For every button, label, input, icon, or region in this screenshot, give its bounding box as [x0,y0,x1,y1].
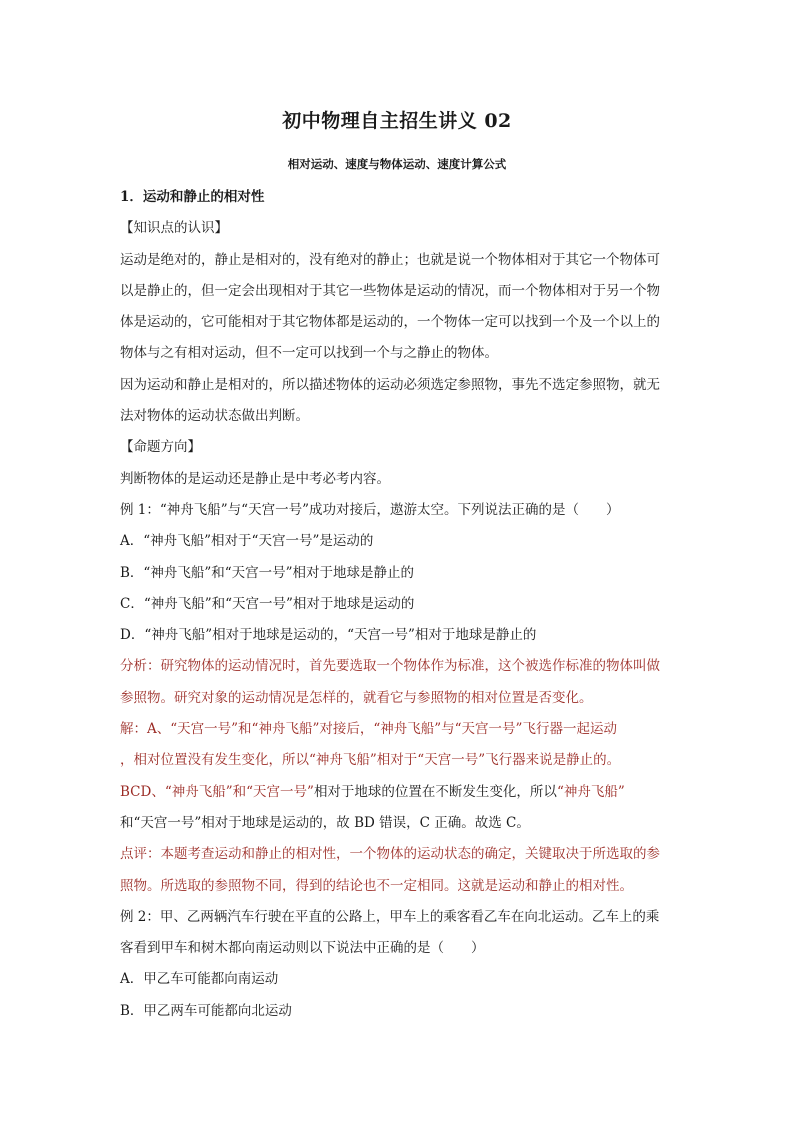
example1-solution-line: ，相对位置没有发生变化，所以“神舟飞船”相对于“天宫一号”飞行器来说是静止的。 [120,752,621,769]
example2-option-a: A．甲乙车可能都向南运动 [120,971,279,988]
knowledge-line: 以是静止的，但一定会出现相对于其它一些物体是运动的情况，而一个物体相对于另一个物 [120,282,660,299]
knowledge-line: 法对物体的运动状态做出判断。 [120,408,309,425]
knowledge-label: 【知识点的认识】 [120,220,228,237]
example2-question-line: 例 2：甲、乙两辆汽车行驶在平直的公路上，甲车上的乘客看乙车在向北运动。乙车上的乘 [120,908,660,925]
example1-solution-conclusion: 和“天宫一号”相对于地球是运动的，故 BD 错误，C 正确。故选 C。 [120,814,530,831]
section-heading: 1．运动和静止的相对性 [120,189,265,205]
example2-question-line: 客看到甲车和树木都向南运动则以下说法中正确的是（ ） [120,940,485,957]
bcd-part-red-end: “神舟飞船” [556,783,625,800]
example1-solution-bcd-line [120,777,680,808]
document-body [120,182,680,1027]
example1-option-c: C．“神舟飞船”和“天宫一号”相对于地球是运动的 [120,595,415,612]
example1-option-d: D．“神舟飞船”相对于地球是运动的，“天宫一号”相对于地球是静止的 [120,627,537,644]
bcd-part-red: BCD、“神舟飞船”和“天宫一号” [120,783,314,800]
knowledge-line: 体是运动的，它可能相对于其它物体都是运动的，一个物体一定可以找到一个及一个以上的 [120,314,660,331]
example2-option-b: B．甲乙两车可能都向北运动 [120,1002,292,1019]
bcd-part-black: 相对于地球的位置在不断发生变化，所以 [313,783,557,800]
example1-question: 例 1：“神舟飞船”与“天宫一号”成功对接后，遨游太空。下列说法正确的是（ ） [120,501,620,518]
document-subtitle: 相对运动、速度与物体运动、速度计算公式 [287,157,507,171]
direction-text: 判断物体的是运动还是静止是中考必考内容。 [120,470,390,487]
knowledge-line: 运动是绝对的，静止是相对的，没有绝对的静止；也就是说一个物体相对于其它一个物体可 [120,251,660,268]
example1-comment-line: 点评：本题考查运动和静止的相对性，一个物体的运动状态的确定，关键取决于所选取的参 [120,846,660,863]
example1-option-a: A．“神舟飞船”相对于“天宫一号”是运动的 [120,533,374,550]
example1-analysis-line: 参照物。研究对象的运动情况是怎样的，就看它与参照物的相对位置是否变化。 [120,689,593,706]
example1-analysis-line: 分析：研究物体的运动情况时，首先要选取一个物体作为标准，这个被选作标准的物体叫做 [120,658,660,675]
direction-label: 【命题方向】 [120,439,201,456]
example1-option-b: B．“神舟飞船”和“天宫一号”相对于地球是静止的 [120,564,415,581]
knowledge-line: 因为运动和静止是相对的，所以描述物体的运动必须选定参照物，事先不选定参照物，就无 [120,376,660,393]
document-title: 初中物理自主招生讲义 02 [282,110,512,132]
example1-solution-line: 解：A、“天宫一号”和“神舟飞船”对接后，“神舟飞船”与“天宫一号”飞行器一起运动 [120,721,617,738]
knowledge-line: 物体与之有相对运动，但不一定可以找到一个与之静止的物体。 [120,345,498,362]
example1-comment-line: 照物。所选取的参照物不同，得到的结论也不一定相同。这就是运动和静止的相对性。 [120,877,633,894]
